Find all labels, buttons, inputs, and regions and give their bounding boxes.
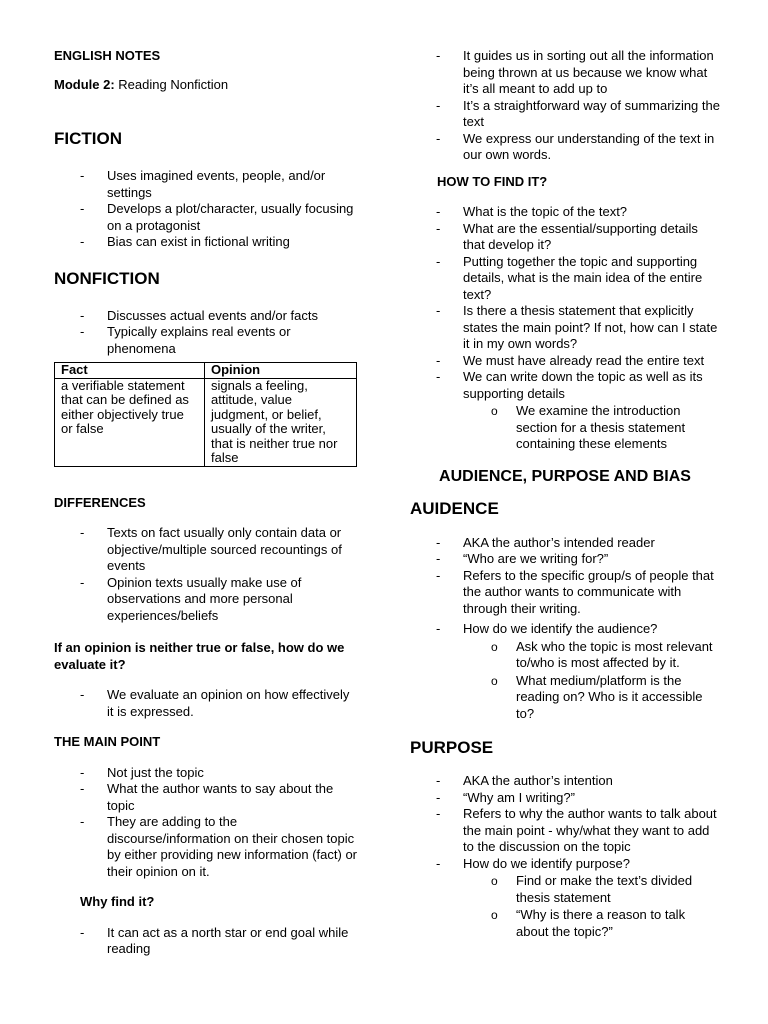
- fiction-heading: FICTION: [54, 129, 122, 148]
- dash-bullet: -: [80, 307, 85, 323]
- differences-list: [54, 525, 359, 624]
- fact-opinion-table: [54, 362, 357, 467]
- dash-bullet: -: [80, 814, 85, 829]
- dash-bullet: -: [436, 97, 441, 113]
- dash-bullet: -: [436, 352, 441, 368]
- why-find-heading: Why find it?: [80, 894, 155, 909]
- list-item-text: It can act as a north star or end goal while reading: [107, 924, 349, 956]
- list-item: [410, 551, 720, 568]
- list-item-text: Not just the topic: [107, 764, 204, 780]
- dash-bullet: -: [436, 789, 441, 805]
- circle-bullet: o: [491, 908, 498, 922]
- how-to-find-sublist: [463, 403, 720, 453]
- list-item: [410, 254, 720, 304]
- left-column: [54, 48, 359, 970]
- sub-list-item: [463, 873, 720, 906]
- right-column: [410, 48, 720, 952]
- list-item: [54, 687, 359, 720]
- audience-list: [410, 535, 720, 723]
- dash-bullet: -: [80, 781, 85, 796]
- circle-bullet: o: [491, 639, 498, 654]
- table-header-opinion: Opinion: [205, 363, 357, 379]
- dash-bullet: -: [80, 234, 85, 249]
- audience-heading: AUIDENCE: [410, 498, 499, 518]
- list-item-text: Develops a plot/character, usually focusing on a protagonist: [107, 201, 354, 233]
- dash-bullet: -: [436, 621, 441, 636]
- list-item-text: We express our understanding of the text in our own words.: [463, 130, 715, 162]
- list-item-text: Bias can exist in fictional writing: [107, 234, 290, 249]
- fact-definition: a verifiable statement that can be defined as either objectively true or false: [55, 378, 205, 466]
- list-item-text: AKA the author’s intention: [463, 773, 613, 788]
- dash-bullet: -: [436, 855, 441, 871]
- module-label: Module 2:: [54, 76, 115, 92]
- dash-bullet: -: [436, 806, 441, 821]
- evaluate-question: If an opinion is neither true or false, how do we evaluate it?: [54, 640, 345, 672]
- audience-purpose-bias-heading: AUDIENCE, PURPOSE AND BIAS: [439, 467, 691, 485]
- sub-list-item: [463, 907, 720, 940]
- how-to-find-list: [410, 204, 720, 453]
- list-item: [410, 353, 720, 370]
- circle-bullet: o: [491, 673, 498, 688]
- list-item-text: Putting together the topic and supporting details, what is the main idea of the entire text?: [463, 253, 703, 302]
- list-item: [54, 525, 359, 575]
- list-item-text: They are adding to the discourse/information on their chosen topic by either providing new information (fact) or their opinion on it.: [107, 814, 358, 879]
- list-item-text: What are the essential/supporting details that develop it?: [463, 220, 698, 252]
- list-item-text: Ask who the topic is most relevant to/who is most affected by it.: [516, 638, 713, 670]
- evaluate-list: [54, 687, 359, 720]
- dash-bullet: -: [80, 574, 85, 590]
- list-item: [54, 201, 359, 234]
- list-item-text: We examine the introduction section for a thesis statement containing these elements: [516, 403, 686, 451]
- table-header-fact: Fact: [55, 363, 205, 379]
- dash-bullet: -: [436, 773, 441, 788]
- list-item: [410, 131, 720, 164]
- list-item-text: Refers to why the author wants to talk about the main point - why/what they want to add to the discussion on the topic: [463, 806, 717, 854]
- list-item-text: Texts on fact usually only contain data or objective/multiple sourced recountings of events: [107, 525, 342, 573]
- sub-list-item: [463, 673, 720, 723]
- circle-bullet: o: [491, 404, 498, 418]
- list-item-text: What the author wants to say about the topic: [107, 781, 334, 813]
- dash-bullet: -: [436, 220, 441, 236]
- list-item-text: It’s a straightforward way of summarizing the text: [463, 97, 720, 129]
- circle-bullet: o: [491, 874, 498, 888]
- list-item: [410, 568, 720, 618]
- list-item: [54, 925, 359, 958]
- fiction-list: [54, 168, 359, 251]
- why-find-list-left: [54, 925, 359, 958]
- list-item-text: Uses imagined events, people, and/or settings: [107, 168, 326, 200]
- nonfiction-list: [54, 308, 359, 358]
- list-item-text: Typically explains real events or phenomena: [107, 324, 291, 356]
- nonfiction-heading: NONFICTION: [54, 268, 160, 288]
- purpose-sublist: [463, 873, 720, 940]
- list-item: [54, 575, 359, 625]
- list-item: [410, 856, 720, 941]
- list-item: [410, 369, 720, 453]
- dash-bullet: -: [80, 201, 85, 216]
- list-item: [54, 168, 359, 201]
- list-item: [410, 806, 720, 856]
- dash-bullet: -: [436, 534, 441, 550]
- list-item: [54, 234, 359, 251]
- dash-bullet: -: [436, 551, 441, 566]
- list-item-text: “Why am I writing?”: [463, 789, 575, 805]
- list-item: [410, 204, 720, 221]
- dash-bullet: -: [436, 303, 441, 318]
- dash-bullet: -: [436, 130, 441, 146]
- dash-bullet: -: [436, 253, 441, 269]
- dash-bullet: -: [80, 525, 85, 540]
- opinion-definition: signals a feeling, attitude, value judgment, or belief, usually of the writer, that is neither true nor false: [205, 378, 357, 466]
- list-item-text: Is there a thesis statement that explicitly states the main point? If not, how can I state it in my own words?: [463, 303, 718, 351]
- sub-list-item: [463, 639, 720, 672]
- dash-bullet: -: [80, 168, 85, 183]
- dash-bullet: -: [436, 369, 441, 384]
- list-item: [410, 535, 720, 552]
- list-item-text: What is the topic of the text?: [463, 204, 628, 219]
- list-item-text: Refers to the specific group/s of people that the author wants to communicate with through their writing.: [463, 567, 714, 616]
- list-item-text: How do we identify purpose?: [463, 855, 630, 871]
- audience-sublist: [463, 639, 720, 723]
- differences-heading: DIFFERENCES: [54, 494, 146, 510]
- list-item-text: “Who are we writing for?”: [463, 551, 609, 566]
- list-item: [410, 303, 720, 353]
- list-item-text: “Why is there a reason to talk about the topic?”: [516, 907, 686, 939]
- dash-bullet: -: [80, 764, 85, 780]
- dash-bullet: -: [80, 324, 85, 339]
- list-item-text: How do we identify the audience?: [463, 621, 658, 636]
- list-item: [410, 48, 720, 98]
- list-item-text: We must have already read the entire text: [463, 352, 705, 368]
- dash-bullet: -: [436, 204, 441, 219]
- dash-bullet: -: [80, 924, 85, 940]
- list-item: [410, 621, 720, 722]
- list-item-text: Discusses actual events and/or facts: [107, 307, 318, 323]
- list-item: [54, 765, 359, 782]
- list-item: [54, 814, 359, 880]
- list-item-text: Opinion texts usually make use of observations and more personal experiences/beliefs: [107, 574, 302, 623]
- list-item: [54, 308, 359, 325]
- list-item: [410, 98, 720, 131]
- list-item-text: We can write down the topic as well as its supporting details: [463, 369, 703, 401]
- sub-list-item: [463, 403, 720, 453]
- document-title: ENGLISH NOTES: [54, 48, 161, 63]
- purpose-heading: PURPOSE: [410, 738, 494, 757]
- main-point-list: [54, 765, 359, 881]
- list-item-text: It guides us in sorting out all the information being thrown at us because we know what it’s all meant to add up to: [463, 48, 714, 96]
- module-text: Reading Nonfiction: [118, 76, 229, 92]
- purpose-list: [410, 773, 720, 940]
- list-item-text: What medium/platform is the reading on? Who is it accessible to?: [516, 672, 703, 721]
- list-item: [410, 790, 720, 807]
- list-item-text: AKA the author’s intended reader: [463, 534, 655, 550]
- list-item-text: We evaluate an opinion on how effectively it is expressed.: [107, 687, 350, 719]
- main-point-heading: THE MAIN POINT: [54, 734, 161, 749]
- how-to-find-heading: HOW TO FIND IT?: [437, 173, 548, 189]
- dash-bullet: -: [436, 48, 441, 63]
- dash-bullet: -: [436, 567, 441, 583]
- list-item: [54, 324, 359, 357]
- list-item-text: Find or make the text’s divided thesis statement: [516, 873, 693, 905]
- module-line: [54, 77, 359, 94]
- list-item: [410, 221, 720, 254]
- why-find-list-right: [410, 48, 720, 164]
- list-item: [54, 781, 359, 814]
- dash-bullet: -: [80, 687, 85, 702]
- list-item: [410, 773, 720, 790]
